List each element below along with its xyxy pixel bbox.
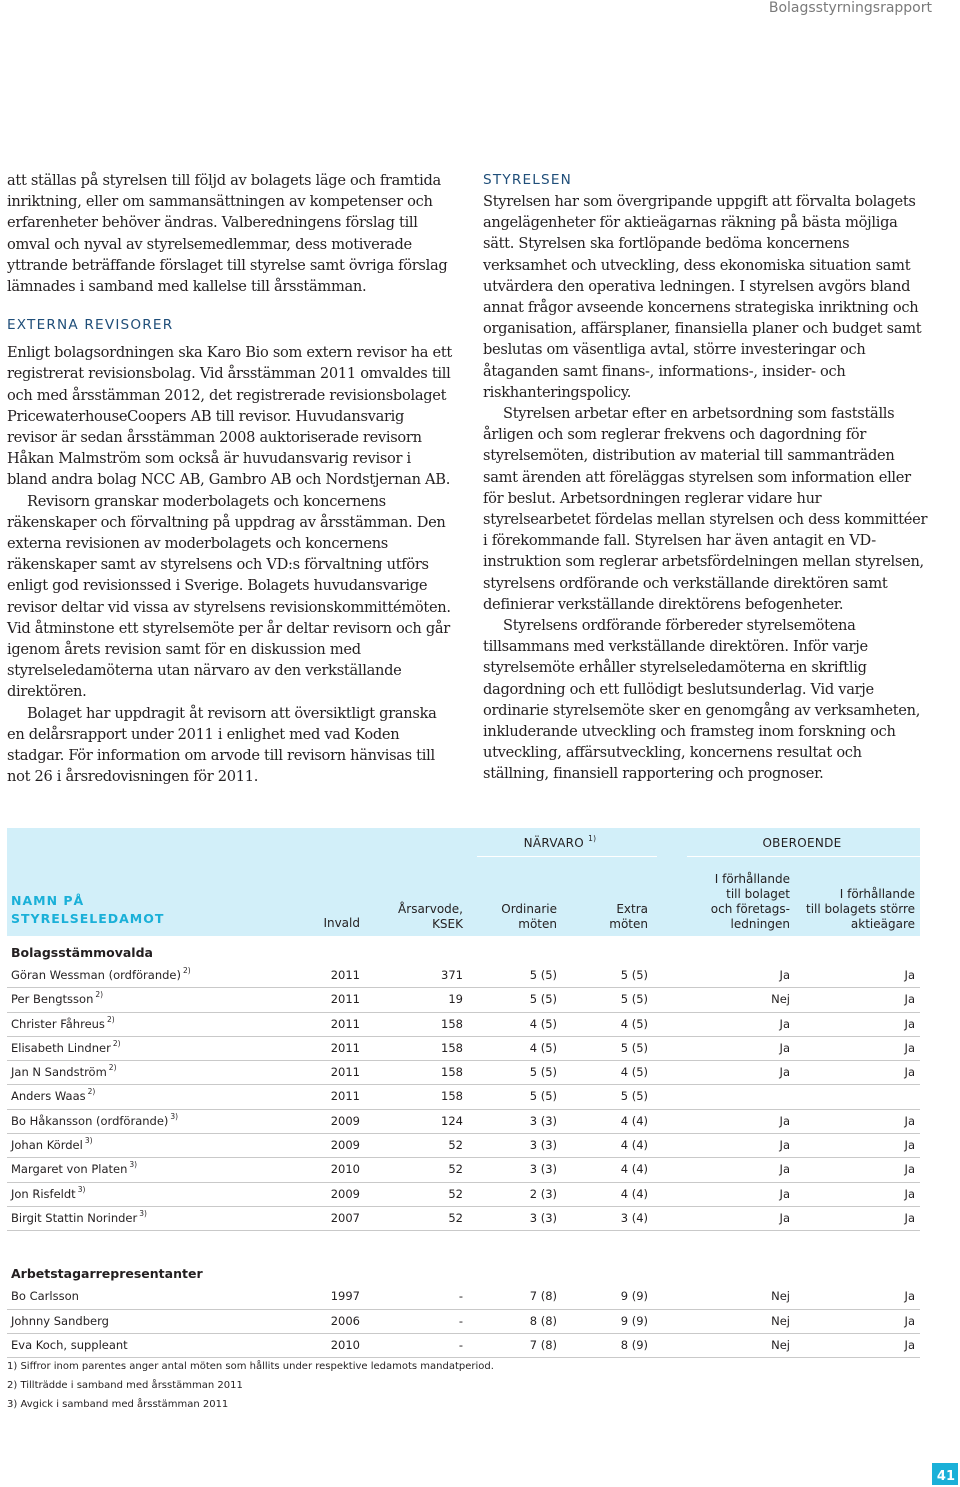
independence-company-cell: Ja [779, 1186, 790, 1201]
table-row [7, 988, 920, 1012]
spacer [7, 1231, 920, 1263]
member-name-cell: Johnny Sandberg [11, 1313, 109, 1328]
member-name-cell: Johan Kördel $^{3)}$ [11, 1136, 93, 1153]
arvode-cell: - [458, 1313, 463, 1328]
member-name-cell: Elisabeth Lindner $^{2)}$ [11, 1038, 121, 1055]
extra-cell: 4 (5) [620, 1016, 648, 1031]
table-row [7, 964, 920, 988]
arvode-cell: 158 [441, 1065, 463, 1080]
table-body-arbetstagare [7, 1285, 920, 1358]
arvode-cell: 158 [441, 1040, 463, 1055]
independence-shareholders-cell: Ja [904, 992, 915, 1007]
independence-company-cell: Ja [779, 1138, 790, 1153]
independence-company-cell: Nej [771, 1313, 790, 1328]
invald-cell: 2011 [330, 1016, 360, 1031]
paragraph: Enligt bolagsordningen ska Karo Bio som extern revisor ha ett registrerat revisionsbolag. Vid årsstämman 2011 omvaldes till och med årsstämman 2012, det registrerade revisionsbolaget PricewaterhouseCoopers AB till revisor. Huvudansvarig revisor är sedan årsstämman 2008 auktoriserade revisorn Håkan Malmström som också är huvudansvarig revisor i bland andra bolag NCC AB, Gambro AB och Nordstjernan AB. [7, 344, 452, 489]
ordinarie-cell: 5 (5) [529, 992, 557, 1007]
member-name-cell: Birgit Stattin Norinder $^{3)}$ [11, 1208, 147, 1225]
footnote-ref: 2) [106, 1014, 115, 1024]
ordinarie-cell: 5 (5) [529, 1089, 557, 1104]
footnote-ref: 3) [170, 1111, 179, 1121]
table-row [7, 1013, 920, 1037]
independence-shareholders-cell: Ja [904, 1138, 915, 1153]
independence-shareholders-cell: Ja [904, 1016, 915, 1031]
independence-company-cell: Nej [771, 1289, 790, 1304]
footnote-ref: 3) [77, 1184, 86, 1194]
independence-shareholders-cell: Ja [904, 1313, 915, 1328]
table-row [7, 1334, 920, 1358]
column-header-aktieagare: I förhållande till bolagets större aktieägare [805, 887, 915, 931]
invald-cell: 1997 [330, 1289, 360, 1304]
invald-cell: 2011 [330, 992, 360, 1007]
table-row [7, 1037, 920, 1061]
member-name-cell: Margaret von Platen $^{3)}$ [11, 1160, 138, 1177]
arvode-cell: 158 [441, 1016, 463, 1031]
group-header-narvaro: NÄRVARO $^{1)}$ [523, 834, 597, 850]
table-row [7, 1110, 920, 1134]
footnote: 2) Tillträdde i samband med årsstämman 2011 [7, 1380, 243, 1391]
footnote: 1) Siffror inom parentes anger antal möten som hållits under respektive ledamots mandatperiod. [7, 1361, 494, 1372]
page-number: 41 [936, 1469, 955, 1484]
extra-cell: 4 (4) [620, 1138, 648, 1153]
footnote-ref: 2) [112, 1038, 121, 1048]
member-name-cell: Jon Risfeldt $^{3)}$ [11, 1184, 86, 1201]
member-name-cell: Bo Håkansson (ordförande) $^{3)}$ [11, 1111, 179, 1128]
invald-cell: 2006 [330, 1313, 360, 1328]
arvode-cell: 371 [441, 968, 463, 982]
paragraph: Revisorn granskar moderbolagets och koncernens räkenskaper och förvaltning på uppdrag av årsstämman. Den externa revisionen av moderbolagets och koncernens räkenskaper samt av styrelsens och VD:s förvaltning utförs enligt god revisionssed i Sverige. Bolagets huvudansvarige revisor deltar vid vissa av styrelsens revisionskommittémöten. Vid åtminstone ett styrelsemöte per år deltar revisorn och går igenom årets revision samt för en diskussion med styrelseledamöterna utan närvaro av den verkställande direktören. [7, 492, 451, 701]
table-row [7, 1207, 920, 1231]
invald-cell: 2011 [330, 1089, 360, 1104]
paragraph: Bolaget har uppdragit åt revisorn att översiktligt granska en delårsrapport under 2011 i enlighet med vad Koden stadgar. För information om arvode till revisorn hänvisas till not 26 i årsredovisningen för 2011. [7, 704, 437, 786]
ordinarie-cell: 5 (5) [529, 968, 557, 982]
column-header-ordinarie: Ordinarie möten [501, 902, 557, 931]
ordinarie-cell: 3 (3) [529, 1210, 557, 1225]
divider [687, 856, 920, 857]
independence-shareholders-cell: Ja [904, 1210, 915, 1225]
independence-shareholders-cell: Ja [904, 1113, 915, 1128]
independence-shareholders-cell: Ja [904, 1186, 915, 1201]
table-row [7, 1085, 920, 1109]
invald-cell: 2007 [330, 1210, 360, 1225]
table-row [7, 1061, 920, 1085]
invald-cell: 2009 [330, 1138, 360, 1153]
section-heading-externa-revisorer: EXTERNA REVISORER [7, 317, 174, 334]
extra-cell: 9 (9) [620, 1289, 648, 1304]
footnote-ref: 3) [139, 1208, 147, 1218]
independence-shareholders-cell: Ja [904, 1040, 915, 1055]
extra-cell: 8 (9) [620, 1337, 648, 1352]
paragraph: Styrelsen arbetar efter en arbetsordning som fastställs årligen och som reglerar frekvens och dagordning för styrelsemöten, distribution av material till sammanträden samt ärenden att föreläggas styrelsen som information eller för beslut. Arbetsordningen reglerar vidare hur styrelsearbetet fördelas mellan styrelsen och dess kommittéer i förekommande fall. Styrelsen har även antagit en VD-instruktion som reglerar arbetsfördelningen mellan styrelsen, styrelsens ordförande och verkställande direktören samt definierar verkställande direktörens befogenheter. [483, 405, 928, 613]
extra-cell: 4 (4) [620, 1186, 648, 1201]
extra-cell: 9 (9) [620, 1313, 648, 1328]
extra-cell: 5 (5) [620, 992, 648, 1007]
ordinarie-cell: 8 (8) [529, 1313, 557, 1328]
table-row [7, 1285, 920, 1309]
member-name-cell: Per Bengtsson $^{2)}$ [11, 990, 104, 1007]
column-header-invald: Invald [323, 916, 360, 930]
independence-company-cell: Ja [779, 1016, 790, 1031]
ordinarie-cell: 5 (5) [529, 1065, 557, 1080]
table-row [7, 1310, 920, 1334]
table-body-stammovalda [7, 964, 920, 1231]
left-column [7, 170, 452, 787]
independence-company-cell: Ja [779, 1040, 790, 1055]
table-row [7, 1134, 920, 1158]
group-header-oberoende: OBEROENDE [762, 836, 842, 850]
ordinarie-cell: 3 (3) [529, 1162, 557, 1177]
ordinarie-cell: 4 (5) [529, 1040, 557, 1055]
extra-cell: 4 (4) [620, 1113, 648, 1128]
table-header [7, 828, 920, 936]
invald-cell: 2011 [330, 1065, 360, 1080]
arvode-cell: 52 [448, 1162, 463, 1177]
footnote-ref: 2) [95, 990, 104, 1000]
page-number-badge [932, 1463, 958, 1485]
member-name-cell: Christer Fåhreus $^{2)}$ [11, 1014, 115, 1031]
arvode-cell: 52 [448, 1210, 463, 1225]
arvode-cell: - [458, 1289, 463, 1304]
invald-cell: 2009 [330, 1113, 360, 1128]
footnote: 3) Avgick i samband med årsstämman 2011 [7, 1399, 229, 1410]
ordinarie-cell: 3 (3) [529, 1113, 557, 1128]
footnote-ref: 3) [129, 1160, 138, 1170]
arvode-cell: 124 [441, 1113, 463, 1128]
independence-shareholders-cell: Ja [904, 1065, 915, 1080]
independence-company-cell: Ja [779, 1113, 790, 1128]
ordinarie-cell: 7 (8) [529, 1289, 557, 1304]
ordinarie-cell: 4 (5) [529, 1016, 557, 1031]
extra-cell: 3 (4) [620, 1210, 648, 1225]
paragraph: Styrelsen har som övergripande uppgift att förvalta bolagets angelägenheter för aktieägarnas räkning på bästa möjliga sätt. Styrelsen ska fortlöpande bedöma koncernens verksamhet och utveckling, dess ekonomiska situation samt utvärdera den operativa ledningen. I styrelsen avgörs bland annat frågor avseende koncernens strategiska inriktning och organisation, affärsplaner, finansiella planer och budget samt beslutas om väsentliga avtal, större investeringar och åtaganden samt finans-, informations-, insider- och riskhanteringspolicy. [483, 193, 922, 401]
independence-company-cell: Ja [779, 968, 790, 982]
invald-cell: 2011 [330, 968, 360, 982]
footnote-ref: 2) [108, 1063, 117, 1073]
independence-shareholders-cell: Ja [904, 1337, 915, 1352]
arvode-cell: 52 [448, 1138, 463, 1153]
column-header-bolaget: I förhållande till bolaget och företags- ledningen [710, 872, 790, 931]
independence-shareholders-cell: Ja [904, 968, 915, 982]
independence-company-cell: Nej [771, 1337, 790, 1352]
independence-company-cell: Ja [779, 1065, 790, 1080]
paragraph: Styrelsens ordförande förbereder styrelsemötena tillsammans med verkställande direktören. Inför varje styrelsemöte erhåller styrelseledamöterna en skriftlig dagordning och ett fullödigt beslutsunderlag. Vid varje ordinarie styrelsemöte sker en genomgång av verksamheten, inkluderande utveckling och framsteg inom forskning och utveckling, affärsutveckling, koncernens resultat och ställning, finansiell rapportering och prognoser. [483, 617, 921, 783]
member-name-cell: Göran Wessman (ordförande) $^{2)}$ [11, 966, 191, 982]
table-row [7, 1183, 920, 1207]
divider [477, 856, 657, 857]
arvode-cell: 52 [448, 1186, 463, 1201]
footnotes [7, 1357, 494, 1414]
running-title: Bolagsstyrningsrapport [768, 0, 932, 16]
member-name-cell: Eva Koch, suppleant [11, 1337, 128, 1352]
invald-cell: 2010 [330, 1337, 360, 1352]
board-members-table [7, 828, 920, 1358]
member-name-cell: Jan N Sandström $^{2)}$ [11, 1063, 117, 1080]
footnote-ref: 2) [87, 1087, 96, 1097]
extra-cell: 4 (5) [620, 1065, 648, 1080]
ordinarie-cell: 3 (3) [529, 1138, 557, 1153]
column-header-arsarvode: Årsarvode, KSEK [398, 902, 463, 931]
paragraph: att ställas på styrelsen till följd av bolagets läge och framtida inriktning, eller om sammansättningen av kompetenser och erfarenheter behöver ändras. Valberedningens förslag till omval och nyval av styrelsemedlemmar, dess motiverade yttrande beträffande förslaget till styrelse samt övriga förslag lämnades i samband med kallelse till årsstämman. [7, 172, 448, 296]
invald-cell: 2011 [330, 1040, 360, 1055]
section-heading-styrelsen: STYRELSEN [483, 172, 573, 188]
member-name-cell: Anders Waas $^{2)}$ [11, 1087, 96, 1104]
column-header-extra: Extra möten [609, 902, 648, 931]
independence-company-cell: Nej [771, 992, 790, 1007]
ordinarie-cell: 2 (3) [529, 1186, 557, 1201]
extra-cell: 4 (4) [620, 1162, 648, 1177]
extra-cell: 5 (5) [620, 1089, 648, 1104]
independence-shareholders-cell: Ja [904, 1162, 915, 1177]
invald-cell: 2010 [330, 1162, 360, 1177]
arvode-cell: - [458, 1337, 463, 1352]
section-label-arbetstagarrepresentanter: Arbetstagarrepresentanter [11, 1266, 203, 1282]
independence-shareholders-cell: Ja [904, 1289, 915, 1304]
right-column [483, 170, 928, 785]
footnote-ref: 3) [84, 1136, 93, 1146]
extra-cell: 5 (5) [620, 1040, 648, 1055]
name-column-header: NAMN PÅ STYRELSELEDAMOT [11, 893, 165, 926]
table-row [7, 1158, 920, 1182]
invald-cell: 2009 [330, 1186, 360, 1201]
ordinarie-cell: 7 (8) [529, 1337, 557, 1352]
section-label-bolagsstammovalda: Bolagsstämmovalda [11, 945, 153, 960]
independence-company-cell: Ja [779, 1210, 790, 1225]
member-name-cell: Bo Carlsson [11, 1289, 79, 1304]
arvode-cell: 19 [448, 992, 463, 1007]
independence-company-cell: Ja [779, 1162, 790, 1177]
extra-cell: 5 (5) [620, 968, 648, 982]
footnote-ref: 2) [182, 966, 191, 975]
arvode-cell: 158 [441, 1089, 463, 1104]
